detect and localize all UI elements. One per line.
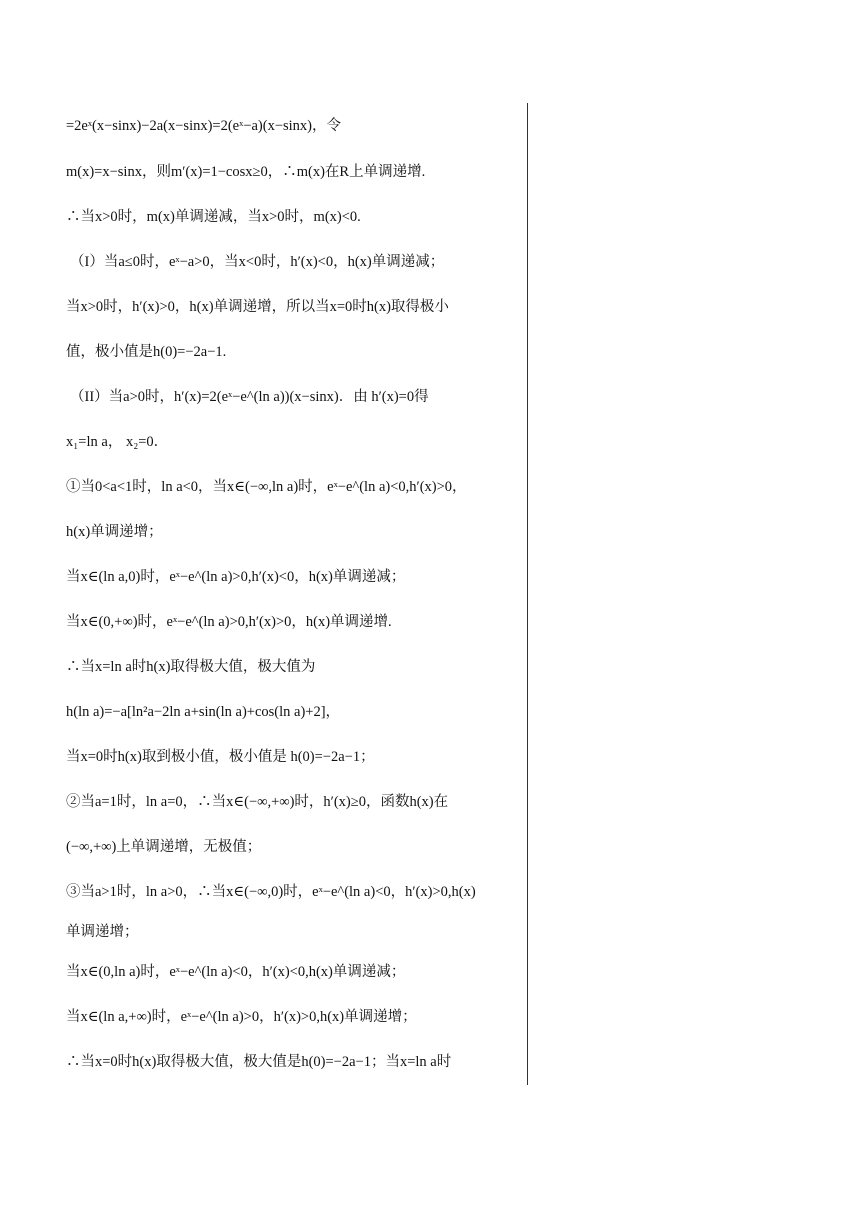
text-line-7: （II）当a>0时，h′(x)=2(eˣ−e^(ln a))(x−sinx)．由 h′(x)=0得 [70, 389, 429, 405]
text-line-22: ∴当x=0时h(x)取得极大值，极大值是h(0)=−2a−1；当x=ln a时 [66, 1054, 452, 1070]
column-divider [527, 103, 528, 1085]
text-line-11: 当x∈(ln a,0)时，eˣ−e^(ln a)>0,h′(x)<0，h(x)单调递减； [66, 569, 406, 585]
text-line-3: ∴当x>0时，m(x)单调递减，当x>0时，m(x)<0. [66, 209, 361, 225]
text-line-10: h(x)单调递增； [66, 524, 163, 540]
text-line-13: ∴当x=ln a时h(x)取得极大值，极大值为 [66, 659, 316, 675]
text-line-9: ①当0<a<1时，ln a<0，当x∈(−∞,ln a)时，eˣ−e^(ln a)<0,h′(x)>0， [66, 479, 467, 495]
text-line-17: (−∞,+∞)上单调递增，无极值； [66, 839, 262, 855]
text-line-12: 当x∈(0,+∞)时，eˣ−e^(ln a)>0,h′(x)>0，h(x)单调递增. [66, 614, 392, 630]
text-line-15: 当x=0时h(x)取到极小值，极小值是 h(0)=−2a−1； [66, 749, 375, 765]
text-line-4: （I）当a≤0时，eˣ−a>0，当x<0时，h′(x)<0，h(x)单调递减； [70, 254, 445, 270]
text-line-14: h(ln a)=−a[ln²a−2ln a+sin(ln a)+cos(ln a)+2]， [66, 704, 341, 720]
text-line-8: x₁=ln a， x₂=0． [66, 434, 169, 450]
text-line-21: 当x∈(ln a,+∞)时，eˣ−e^(ln a)>0，h′(x)>0,h(x)单调递增； [66, 1009, 417, 1025]
text-line-18: ③当a>1时，ln a>0，∴当x∈(−∞,0)时，eˣ−e^(ln a)<0，h′(x)>0,h(x) [66, 884, 476, 900]
text-line-16: ②当a=1时，ln a=0，∴当x∈(−∞,+∞)时，h′(x)≥0，函数h(x)在 [66, 794, 449, 810]
text-line-20: 当x∈(0,ln a)时，eˣ−e^(ln a)<0，h′(x)<0,h(x)单调递减； [66, 964, 406, 980]
text-line-1: =2eˣ(x−sinx)−2a(x−sinx)=2(eˣ−a)(x−sinx)，令 [66, 118, 342, 134]
text-line-2: m(x)=x−sinx，则m′(x)=1−cosx≥0，∴m(x)在R上单调递增. [66, 164, 426, 180]
text-line-6: 值，极小值是h(0)=−2a−1. [66, 344, 227, 360]
text-line-5: 当x>0时，h′(x)>0，h(x)单调递增，所以当x=0时h(x)取得极小 [66, 299, 449, 315]
text-line-19: 单调递增； [66, 924, 139, 940]
